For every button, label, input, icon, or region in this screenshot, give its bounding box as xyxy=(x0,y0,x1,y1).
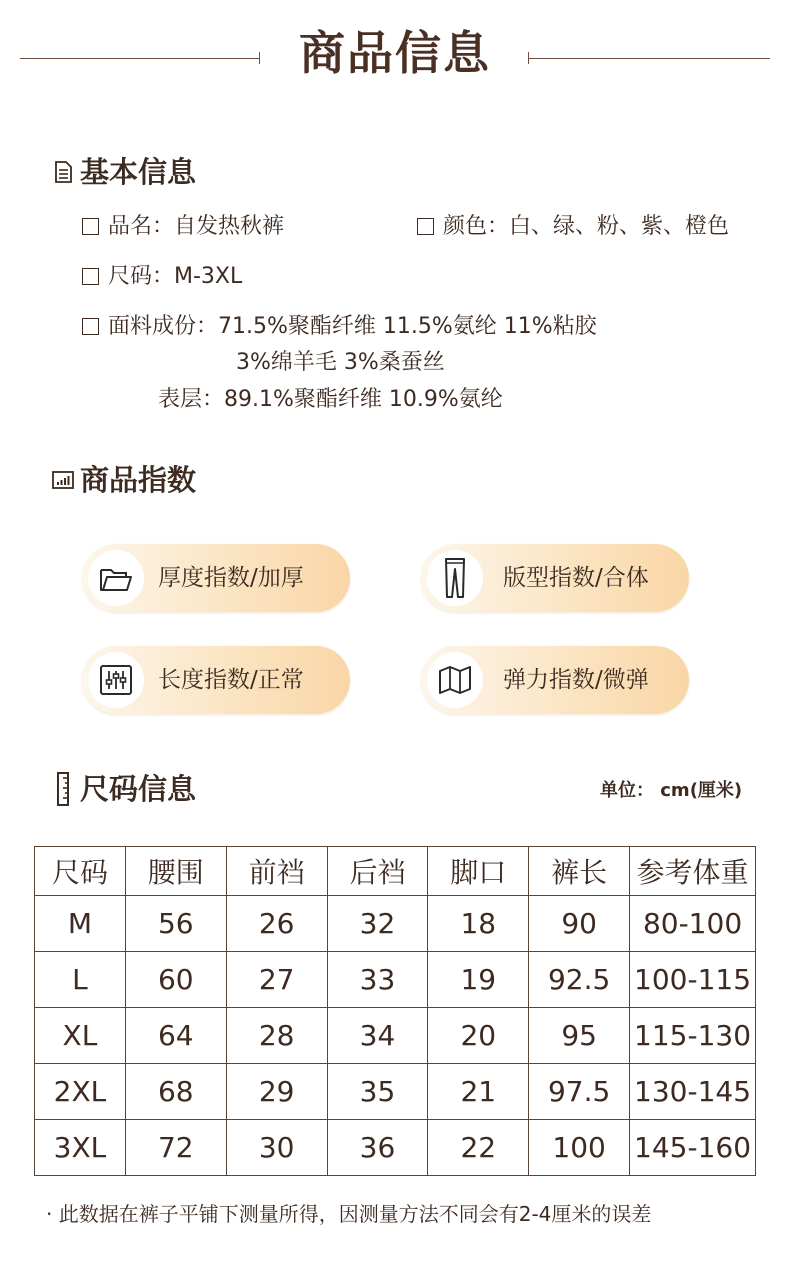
size-table xyxy=(34,846,756,1176)
fabric-line-2: 3%绵羊毛 3%桑蚕丝 xyxy=(236,350,445,375)
table-cell: M xyxy=(35,896,126,952)
table-cell: 28 xyxy=(226,1008,327,1064)
table-cell: 22 xyxy=(428,1120,529,1176)
basic-info-title: 基本信息 xyxy=(80,155,197,189)
length-index-pill xyxy=(82,646,350,714)
unit-label: 单位： cm(厘米) xyxy=(600,780,743,801)
fabric-line-1: 71.5%聚酯纤维 11.5%氨纶 11%粘胶 xyxy=(218,314,597,339)
table-cell: 2XL xyxy=(35,1064,126,1120)
checkbox-icon xyxy=(417,218,434,235)
table-cell: 21 xyxy=(428,1064,529,1120)
product-name-value: 自发热秋裤 xyxy=(174,214,285,239)
table-header-row xyxy=(35,847,756,896)
fit-index-pill xyxy=(421,544,689,612)
table-cell: 34 xyxy=(327,1008,428,1064)
product-index-title: 商品指数 xyxy=(80,463,197,497)
elasticity-index-pill xyxy=(421,646,689,714)
checkbox-icon xyxy=(82,268,99,285)
size-row xyxy=(82,262,242,292)
table-cell: 97.5 xyxy=(529,1064,630,1120)
table-cell: 100 xyxy=(529,1120,630,1176)
product-index-heading xyxy=(52,462,196,498)
checkbox-icon xyxy=(82,218,99,235)
table-cell: 56 xyxy=(125,896,226,952)
table-cell: 29 xyxy=(226,1064,327,1120)
header-pants-length: 裤长 xyxy=(529,847,630,896)
table-cell: 90 xyxy=(529,896,630,952)
product-name-label: 品名： xyxy=(108,214,175,239)
table-cell: 60 xyxy=(125,952,226,1008)
title-divider-left xyxy=(20,58,260,59)
folder-icon xyxy=(88,550,144,606)
color-label: 颜色： xyxy=(443,214,510,239)
table-cell: 72 xyxy=(125,1120,226,1176)
table-cell: 36 xyxy=(327,1120,428,1176)
table-cell: 80-100 xyxy=(630,896,756,952)
table-cell: 20 xyxy=(428,1008,529,1064)
surface-value: 89.1%聚酯纤维 10.9%氨纶 xyxy=(224,387,503,412)
header-size: 尺码 xyxy=(35,847,126,896)
page-title: 商品信息 xyxy=(299,26,491,80)
checkbox-icon xyxy=(82,318,99,335)
table-cell: 115-130 xyxy=(630,1008,756,1064)
title-divider-tick-left xyxy=(259,52,260,64)
table-row xyxy=(35,896,756,952)
size-info-heading xyxy=(52,771,196,807)
thickness-index-label: 厚度指数/加厚 xyxy=(158,565,304,591)
product-name-row xyxy=(82,212,284,242)
table-cell: 26 xyxy=(226,896,327,952)
header-ref-weight: 参考体重 xyxy=(630,847,756,896)
surface-label: 表层： xyxy=(158,387,225,412)
pants-icon xyxy=(427,550,483,606)
table-cell: 27 xyxy=(226,952,327,1008)
table-row xyxy=(35,1120,756,1176)
color-row xyxy=(417,212,729,242)
map-fold-icon xyxy=(427,652,483,708)
table-cell: 68 xyxy=(125,1064,226,1120)
measurement-note: · 此数据在裤子平铺下测量所得，因测量方法不同会有2-4厘米的误差 xyxy=(46,1202,652,1226)
fabric-row xyxy=(82,312,597,342)
table-cell: 100-115 xyxy=(630,952,756,1008)
header-back-rise: 后裆 xyxy=(327,847,428,896)
color-value: 白、绿、粉、紫、橙色 xyxy=(509,214,730,239)
sliders-icon xyxy=(88,652,144,708)
size-value: M-3XL xyxy=(174,264,243,289)
title-divider-right xyxy=(528,58,770,59)
header-waist: 腰围 xyxy=(125,847,226,896)
thickness-index-pill xyxy=(82,544,350,612)
table-cell: 64 xyxy=(125,1008,226,1064)
table-cell: 92.5 xyxy=(529,952,630,1008)
table-cell: 130-145 xyxy=(630,1064,756,1120)
table-cell: 3XL xyxy=(35,1120,126,1176)
table-row xyxy=(35,952,756,1008)
table-cell: L xyxy=(35,952,126,1008)
basic-info-heading xyxy=(52,154,196,190)
table-cell: 95 xyxy=(529,1008,630,1064)
table-cell: 19 xyxy=(428,952,529,1008)
fit-index-label: 版型指数/合体 xyxy=(503,565,649,591)
table-cell: 32 xyxy=(327,896,428,952)
size-info-title: 尺码信息 xyxy=(80,772,197,806)
ruler-icon xyxy=(52,777,74,801)
table-cell: 33 xyxy=(327,952,428,1008)
table-cell: XL xyxy=(35,1008,126,1064)
header-leg-opening: 脚口 xyxy=(428,847,529,896)
surface-row xyxy=(158,385,503,415)
table-cell: 18 xyxy=(428,896,529,952)
fabric-label: 面料成份： xyxy=(108,314,219,339)
document-icon xyxy=(52,160,74,184)
table-row xyxy=(35,1064,756,1120)
table-cell: 30 xyxy=(226,1120,327,1176)
table-cell: 145-160 xyxy=(630,1120,756,1176)
table-cell: 35 xyxy=(327,1064,428,1120)
length-index-label: 长度指数/正常 xyxy=(158,667,304,693)
table-row xyxy=(35,1008,756,1064)
elasticity-index-label: 弹力指数/微弹 xyxy=(503,667,649,693)
bar-chart-icon xyxy=(52,468,74,492)
header-front-rise: 前裆 xyxy=(226,847,327,896)
size-label: 尺码： xyxy=(108,264,175,289)
